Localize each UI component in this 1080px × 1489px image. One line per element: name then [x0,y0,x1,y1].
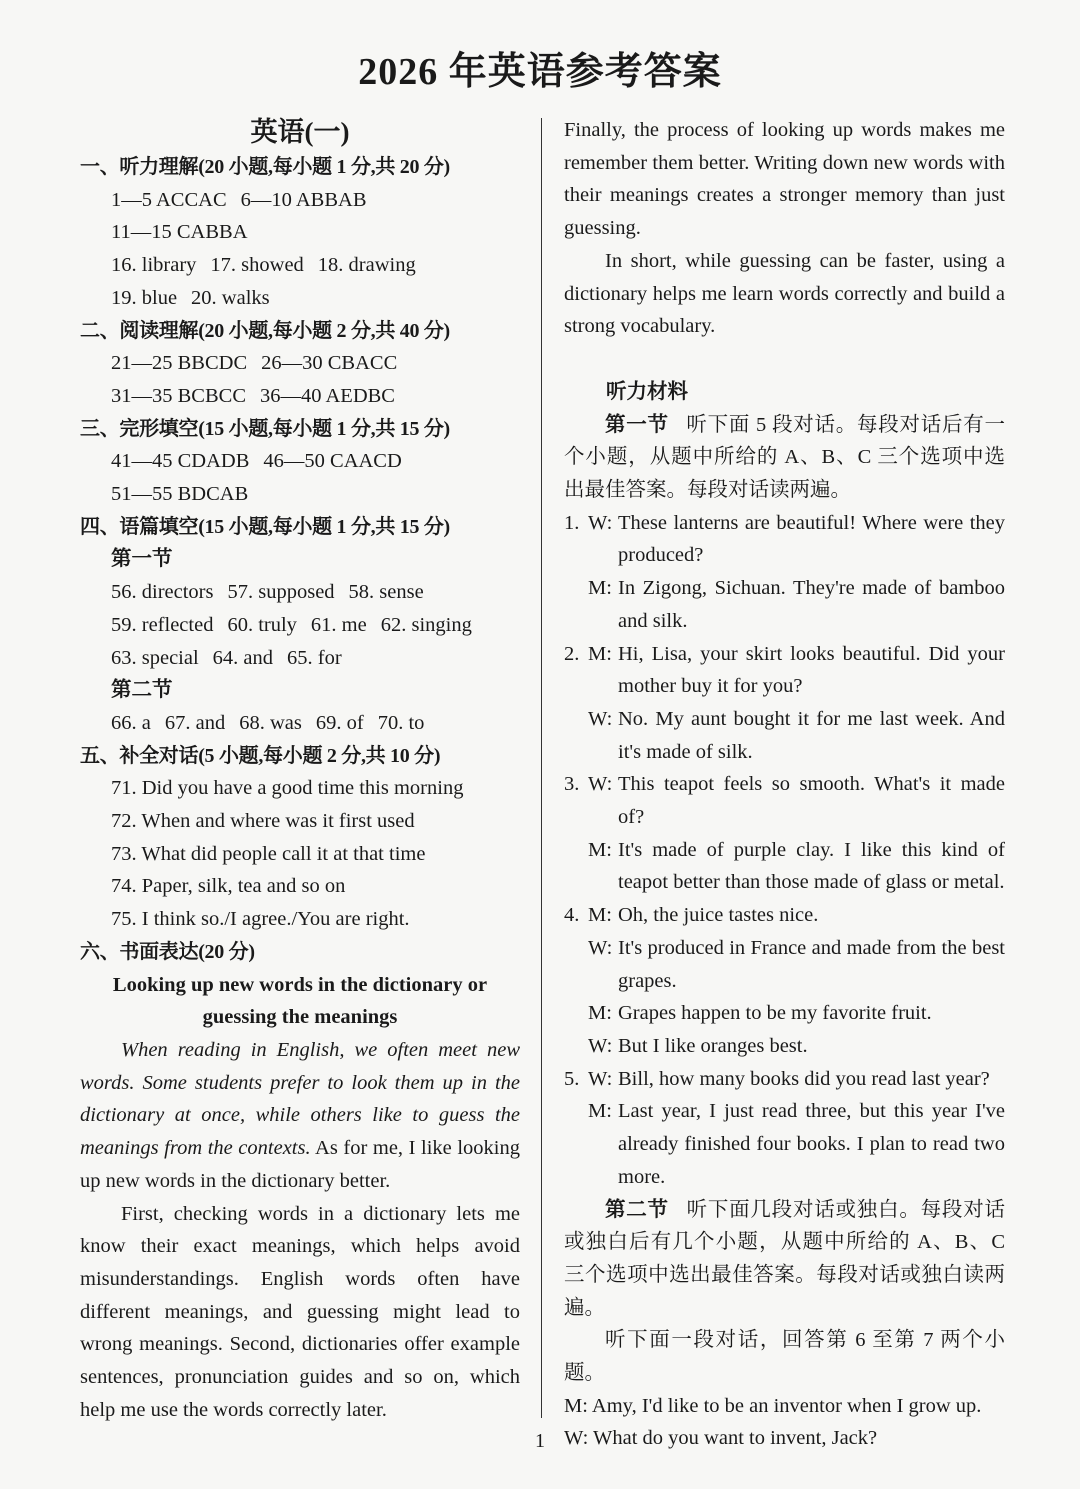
answer-item: 20. walks [191,286,270,309]
listening-material-heading: 听力材料 [606,380,688,403]
answer-item: 58. sense [348,581,424,604]
answer-line [80,282,520,315]
dialogue-line [564,1095,1005,1193]
dialogue-text: These lanterns are beautiful! Where were they produced? [618,511,1005,567]
answer-item: 56. directors [111,581,214,604]
dialogue-line [564,572,1005,637]
dialogue-text: Grapes happen to be my favorite fruit. [618,1002,932,1025]
page-title: 2026 年英语参考答案 [358,51,722,93]
listening-part2-instructions [564,1194,1005,1325]
speaker: M: [588,1002,612,1025]
dialogue-line [564,768,1005,833]
dialogue-text: Oh, the juice tastes nice. [618,904,819,927]
dialogue-number: 5. [564,1067,580,1090]
dialogue-number: 2. [564,642,580,665]
dialogue-text: Bill, how many books did you read last year? [618,1067,990,1090]
answer-item: 19. blue [111,286,178,309]
speaker: M: [588,642,612,665]
speaker: W: [588,773,613,796]
dialogue-line [564,834,1005,899]
answer-group: 51—55 BDCAB [111,483,249,506]
essay-paragraph-1 [80,1034,520,1198]
dialogue-line [564,1063,1005,1096]
answer-item: 63. special [111,646,199,669]
speaker: M: [588,838,612,861]
essay-paragraph-2: First, checking words in a dictionary lets me know their exact meanings, which helps avoid misunderstandings. English words often have different meanings, and guessing might lead to wrong meanings. Second, dictionaries offer example sentences, pronunciation guides and so on, which help me use the words correctly later. [80,1202,520,1421]
answer-line [80,184,520,217]
dialogue-line [564,899,1005,932]
dialogue-line [564,703,1005,768]
speaker: M: [588,1100,612,1123]
dialogue-text: In Zigong, Sichuan. They're made of bamboo and silk. [618,577,1005,632]
dialogue-text: It's made of purple clay. I like this kind of teapot better than those made of glass or metal. [618,838,1005,894]
answer-item: 59. reflected [111,613,214,636]
column-divider [541,118,542,1418]
answer-group: 31—35 BCBCC [111,384,246,407]
answer-item: 65. for [287,646,342,669]
essay-title: Looking up new words in the dictionary or guessing the meanings [112,973,488,1029]
part-label: 第二节 [605,1198,669,1221]
answer-item: 70. to [377,711,425,734]
answer-75: 75. I think so./I agree./You are right. [111,908,410,931]
dialogue-text: It's produced in France and made from the best grapes. [618,936,1005,992]
dialogue-line [564,638,1005,703]
answer-item: 18. drawing [317,254,416,277]
answer-group: 1—5 ACCAC [111,188,227,211]
dialogue-intro: 听下面一段对话，回答第 6 至第 7 两个小题。 [564,1329,1005,1385]
answer-group: 41—45 CDADB [111,450,250,473]
answer-item: 17. showed [210,254,304,277]
dialogue-line: W: What do you want to invent, Jack? [564,1427,878,1450]
part-label: 第二节 [111,679,173,702]
dialogue-number: 1. [564,511,580,534]
answer-item: 64. and [212,646,274,669]
left-column [80,114,520,1426]
answer-group: 11—15 CABBA [111,221,248,244]
section-dialogue-heading: 五、补全对话(5 小题,每小题 2 分,共 10 分) [80,744,441,767]
answer-item: 16. library [111,254,197,277]
answer-item: 62. singing [380,613,472,636]
answer-item: 57. supposed [227,581,335,604]
answer-item: 61. me [310,613,367,636]
speaker: W: [588,511,613,534]
answer-line [80,642,520,675]
answer-group: 21—25 BBCDC [111,352,248,375]
answer-group: 46—50 CAACD [263,450,402,473]
essay-paragraph-3: Finally, the process of looking up words makes me remember them better. Writing down new words with their meanings creates a stronger memory than just guessing. [564,119,1005,240]
answer-group: 36—40 AEDBC [260,384,395,407]
speaker: W: [588,1067,613,1090]
section-cloze-heading: 三、完形填空(15 小题,每小题 1 分,共 15 分) [80,417,450,440]
answer-73: 73. What did people call it at that time [111,842,426,865]
dialogue-text: Last year, I just read three, but this year I've already finished four books. I plan to read two more. [618,1100,1005,1188]
dialogue-line [564,932,1005,997]
section-passage-fill-heading: 四、语篇填空(15 小题,每小题 1 分,共 15 分) [80,515,450,538]
dialogue-text: Hi, Lisa, your skirt looks beautiful. Did your mother buy it for you? [618,642,1005,698]
right-column [564,114,1005,1455]
dialogue-line [564,1030,1005,1063]
part-label: 第一节 [605,413,669,436]
paper-subtitle: 英语(一) [250,117,350,147]
speaker: W: [588,936,613,959]
section-writing-heading: 六、书面表达(20 分) [80,940,255,963]
answer-line [80,347,520,380]
answer-line [80,576,520,609]
answer-line [80,478,520,511]
answer-item: 66. a [111,711,151,734]
answer-line [80,216,520,249]
section-listening-heading: 一、听力理解(20 小题,每小题 1 分,共 20 分) [80,156,450,178]
answer-item: 68. was [239,711,302,734]
speaker: W: [588,707,613,730]
dialogue-line [564,997,1005,1030]
answer-group: 6—10 ABBAB [240,188,367,211]
dialogue-text: No. My aunt bought it for me last week. And it's made of silk. [618,707,1005,763]
answer-item: 60. truly [227,613,297,636]
page-number: 1 [535,1430,545,1452]
answer-71: 71. Did you have a good time this morning [111,777,464,800]
essay-intro-italic: When reading in English, we often meet new words. Some students prefer to look them up in the dictionary at once, while others like to guess the meanings from the contexts. [80,1038,520,1160]
answer-line [80,609,520,642]
answer-line [80,249,520,282]
dialogue-number: 3. [564,773,580,796]
answer-item: 69. of [315,711,364,734]
answer-line [80,380,520,413]
speaker: W: [588,1034,613,1057]
part-label: 第一节 [111,548,173,571]
answer-line [80,707,520,740]
essay-intro-rest: As for me, I like looking up new words in the dictionary better. [80,1137,520,1192]
part-instructions: 听下面几段对话或独白。每段对话或独白后有几个小题，从题中所给的 A、B、C 三个选项中选出最佳答案。每段对话或独白读两遍。 [564,1198,1005,1319]
answer-group: 26—30 CBACC [261,352,398,375]
dialogue-text: This teapot feels so smooth. What's it made of? [618,773,1005,829]
listening-part1-instructions [564,409,1005,507]
answer-line [80,445,520,478]
answer-74: 74. Paper, silk, tea and so on [111,875,346,898]
dialogue-text: But I like oranges best. [618,1034,808,1057]
section-reading-heading: 二、阅读理解(20 小题,每小题 2 分,共 40 分) [80,319,450,342]
dialogue-line [564,507,1005,572]
dialogue-line: M: Amy, I'd like to be an inventor when I grow up. [564,1394,982,1417]
answer-item: 67. and [164,711,226,734]
answer-72: 72. When and where was it first used [111,810,415,833]
speaker: M: [588,577,612,600]
speaker: M: [588,904,612,927]
dialogue-number: 4. [564,904,580,927]
part-instructions: 听下面 5 段对话。每段对话后有一个小题，从题中所给的 A、B、C 三个选项中选出最佳答案。每段对话读两遍。 [564,413,1006,502]
essay-paragraph-4: In short, while guessing can be faster, using a dictionary helps me learn words correctly and build a strong vocabulary. [564,249,1005,338]
